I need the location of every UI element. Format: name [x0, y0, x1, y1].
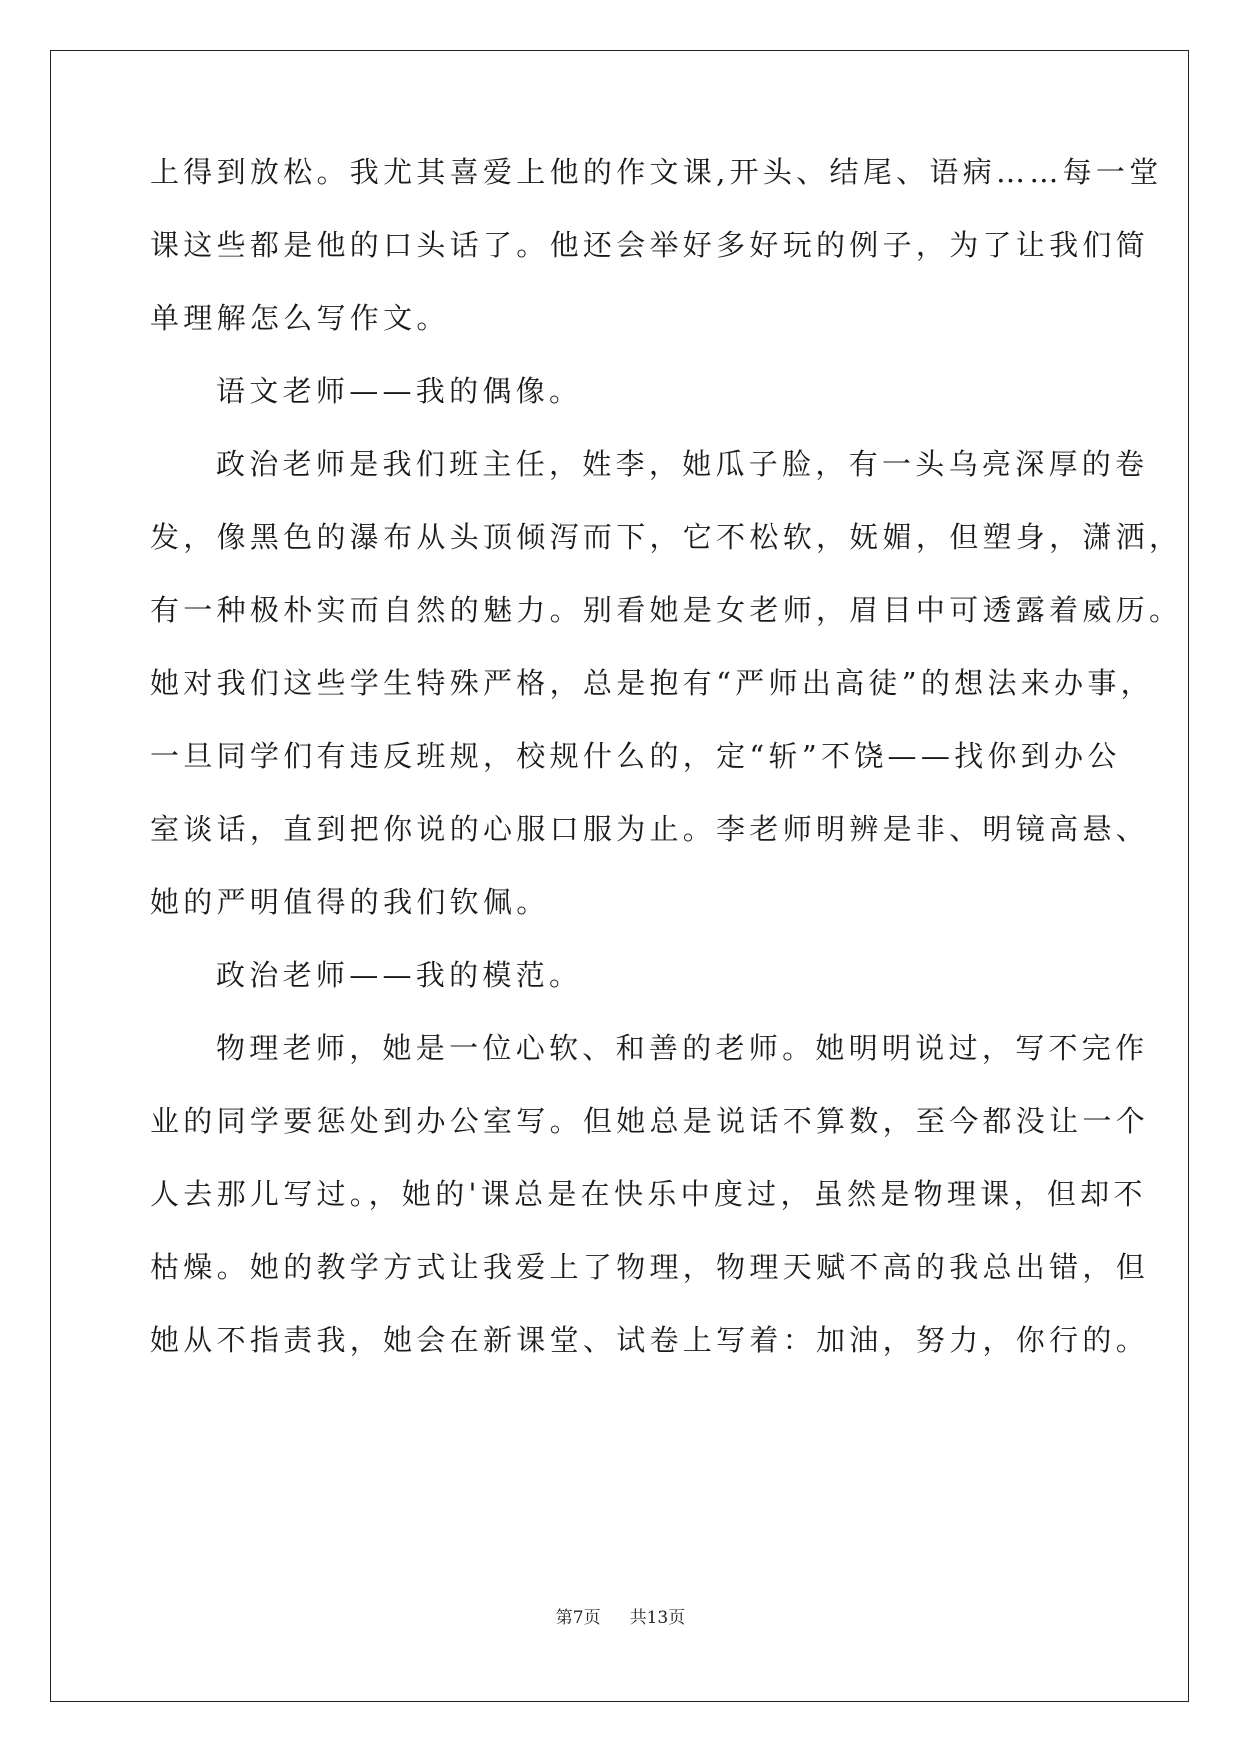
text-line: 发，像黑色的瀑布从头顶倾泻而下，它不松软，妩媚，但塑身，潇洒，: [150, 520, 1183, 554]
section-heading: 政治老师——我的模范。: [216, 958, 583, 992]
text-line: 室谈话，直到把你说的心服口服为止。李老师明辨是非、明镜高悬、: [150, 812, 1150, 846]
text-line: 有一种极朴实而自然的魅力。别看她是女老师，眉目中可透露着威历。: [150, 593, 1183, 627]
text-line: 枯燥。她的教学方式让我爱上了物理，物理天赋不高的我总出错，但: [150, 1250, 1150, 1284]
page-total: 共13页: [629, 1608, 686, 1628]
text-line: 政治老师是我们班主任，姓李，她瓜子脸，有一头乌亮深厚的卷: [216, 447, 1149, 481]
text-line: 课这些都是他的口头话了。他还会举好多好玩的例子，为了让我们简: [150, 228, 1150, 262]
page-footer: [0, 1606, 1241, 1630]
text-line: 人去那儿写过。，她的'课总是在快乐中度过，虽然是物理课，但却不: [150, 1177, 1147, 1211]
text-line: 单理解怎么写作文。: [150, 301, 450, 335]
text-line: 上得到放松。我尤其喜爱上他的作文课,开头、结尾、语病……每一堂: [150, 155, 1163, 189]
text-line: 一旦同学们有违反班规，校规什么的，定“斩”不饶——找你到办公: [150, 739, 1121, 773]
text-line: 她的严明值得的我们钦佩。: [150, 885, 550, 919]
text-line: 她对我们这些学生特殊严格，总是抱有“严师出高徒”的想法来办事，: [150, 666, 1154, 700]
text-line: 业的同学要惩处到办公室写。但她总是说话不算数，至今都没让一个: [150, 1104, 1150, 1138]
text-line: 她从不指责我，她会在新课堂、试卷上写着：加油，努力，你行的。: [150, 1323, 1150, 1357]
section-heading: 语文老师——我的偶像。: [216, 374, 583, 408]
text-line: 物理老师，她是一位心软、和善的老师。她明明说过，写不完作: [216, 1031, 1149, 1065]
page-number: 第7页: [555, 1608, 601, 1628]
